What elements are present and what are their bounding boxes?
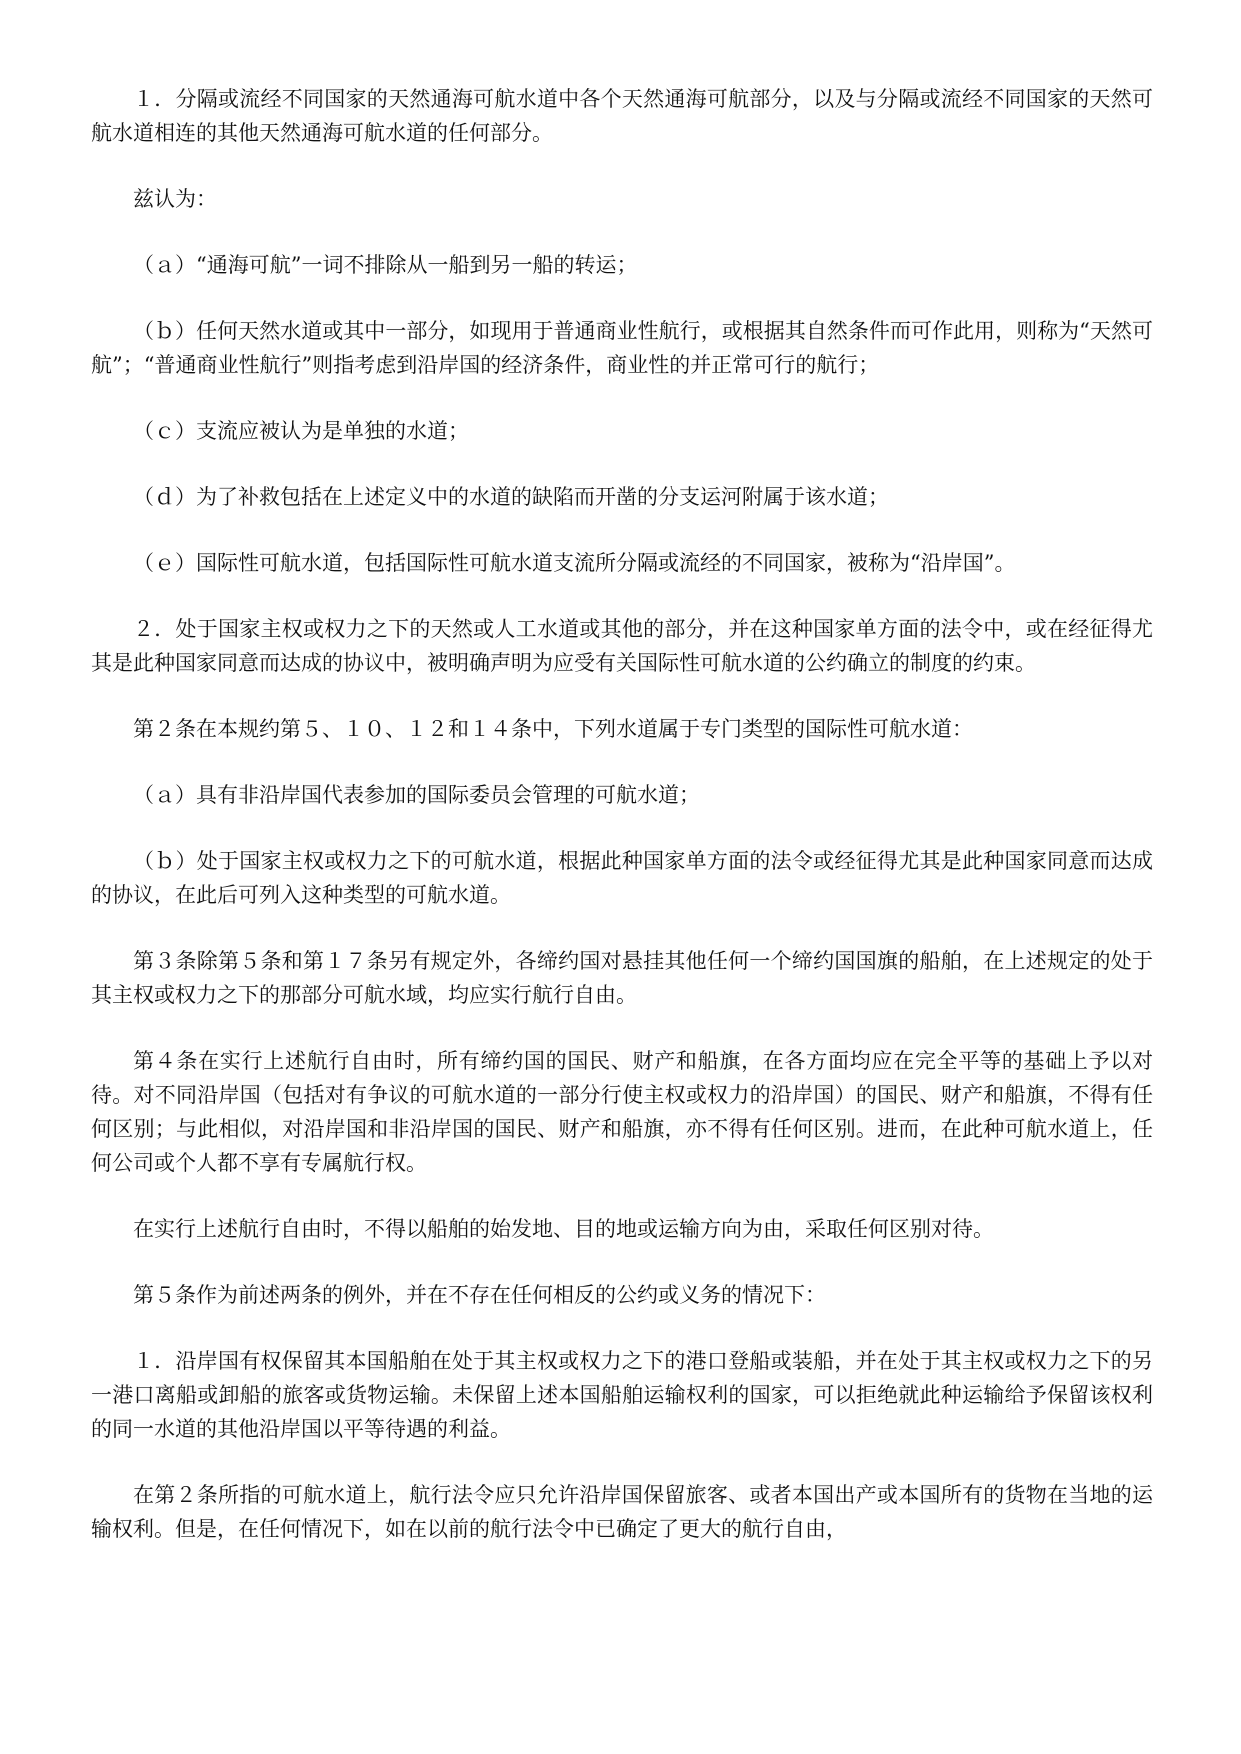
paragraph-1: １．分隔或流经不同国家的天然通海可航水道中各个天然通海可航部分，以及与分隔或流经不同国家的天然可航水道相连的其他天然通海可航水道的任何部分。 bbox=[91, 87, 1153, 145]
paragraph-6: （ｄ）为了补救包括在上述定义中的水道的缺陷而开凿的分支运河附属于该水道； bbox=[133, 485, 889, 509]
paragraph-13: 第４条在实行上述航行自由时，所有缔约国的国民、财产和船旗，在各方面均应在完全平等的基础上予以对待。对不同沿岸国（包括对有争议的可航水道的一部分行使主权或权力的沿岸国）的国民、财产和船旗，不得有任何区别；与此相似，对沿岸国和非沿岸国的国民、财产和船旗，亦不得有任何区别。进而，在此种可航水道上，任何公司或个人都不享有专属航行权。 bbox=[91, 1049, 1153, 1175]
paragraph-17: 在第２条所指的可航水道上，航行法令应只允许沿岸国保留旅客、或者本国出产或本国所有的货物在当地的运输权利。但是，在任何情况下，如在以前的航行法令中已确定了更大的航行自由， bbox=[91, 1483, 1153, 1541]
paragraph-2: 兹认为： bbox=[133, 187, 217, 211]
paragraph-11: （ｂ）处于国家主权或权力之下的可航水道，根据此种国家单方面的法令或经征得尤其是此种国家同意而达成的协议，在此后可列入这种类型的可航水道。 bbox=[91, 849, 1153, 907]
paragraph-4: （ｂ）任何天然水道或其中一部分，如现用于普通商业性航行，或根据其自然条件而可作此用，则称为“天然可航”；“普通商业性航行”则指考虑到沿岸国的经济条件，商业性的并正常可行的航行； bbox=[91, 319, 1153, 377]
paragraph-7: （ｅ）国际性可航水道，包括国际性可航水道支流所分隔或流经的不同国家，被称为“沿岸国”。 bbox=[133, 551, 1016, 575]
paragraph-5: （ｃ）支流应被认为是单独的水道； bbox=[133, 419, 469, 443]
paragraph-3: （ａ）“通海可航”一词不排除从一船到另一船的转运； bbox=[133, 253, 638, 277]
paragraph-16: １．沿岸国有权保留其本国船舶在处于其主权或权力之下的港口登船或装船，并在处于其主权或权力之下的另一港口离船或卸船的旅客或货物运输。未保留上述本国船舶运输权利的国家，可以拒绝就此种运输给予保留该权利的同一水道的其他沿岸国以平等待遇的利益。 bbox=[91, 1349, 1153, 1441]
document-page bbox=[91, 82, 1153, 1546]
paragraph-8: ２．处于国家主权或权力之下的天然或人工水道或其他的部分，并在这种国家单方面的法令中，或在经征得尤其是此种国家同意而达成的协议中，被明确声明为应受有关国际性可航水道的公约确立的制度的约束。 bbox=[91, 617, 1153, 675]
paragraph-12: 第３条除第５条和第１７条另有规定外，各缔约国对悬挂其他任何一个缔约国国旗的船舶，在上述规定的处于其主权或权力之下的那部分可航水域，均应实行航行自由。 bbox=[91, 949, 1153, 1007]
paragraph-9: 第２条在本规约第５、１０、１２和１４条中，下列水道属于专门类型的国际性可航水道： bbox=[133, 717, 973, 741]
paragraph-14: 在实行上述航行自由时，不得以船舶的始发地、目的地或运输方向为由，采取任何区别对待。 bbox=[133, 1217, 994, 1241]
paragraph-15: 第５条作为前述两条的例外，并在不存在任何相反的公约或义务的情况下： bbox=[133, 1283, 826, 1307]
paragraph-10: （ａ）具有非沿岸国代表参加的国际委员会管理的可航水道； bbox=[133, 783, 700, 807]
